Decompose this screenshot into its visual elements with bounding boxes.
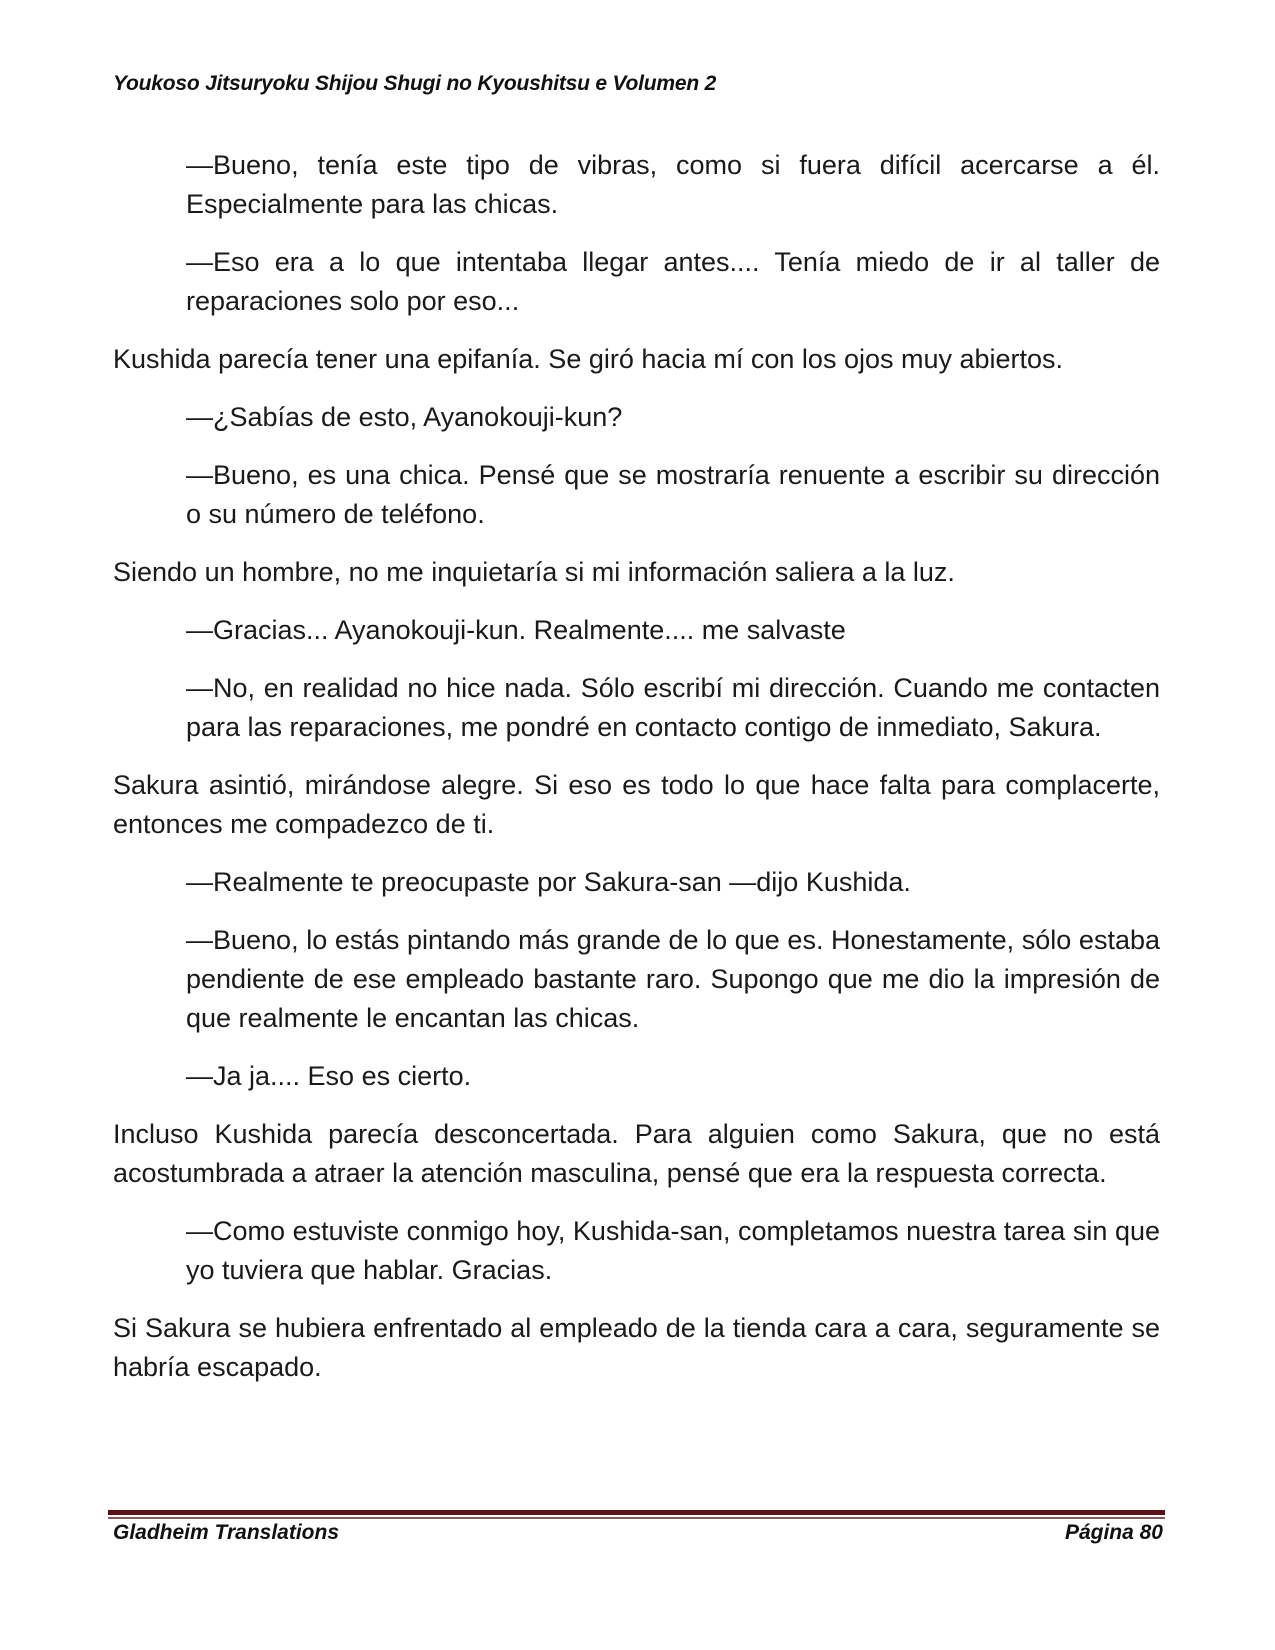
narration-paragraph: Incluso Kushida parecía desconcertada. Para alguien como Sakura, que no está acostumbrada a atraer la atención masculina, pensé que era la respuesta correcta. [113, 1119, 1160, 1188]
narration-paragraph: Si Sakura se hubiera enfrentado al empleado de la tienda cara a cara, seguramente se habría escapado. [113, 1313, 1160, 1382]
footer-divider-thin [108, 1517, 1165, 1519]
narration-paragraph: Sakura asintió, mirándose alegre. Si eso es todo lo que hace falta para complacerte, entonces me compadezco de ti. [113, 770, 1160, 839]
footer-translator-credit: Gladheim Translations [113, 1521, 340, 1544]
dialogue-paragraph: —Bueno, tenía este tipo de vibras, como si fuera difícil acercarse a él. Especialmente para las chicas. [186, 150, 1160, 219]
dialogue-paragraph: —No, en realidad no hice nada. Sólo escribí mi dirección. Cuando me contacten para las reparaciones, me pondré en contacto contigo de inmediato, Sakura. [186, 673, 1160, 742]
dialogue-paragraph: —¿Sabías de esto, Ayanokouji-kun? [186, 402, 623, 432]
page-header-title: Youkoso Jitsuryoku Shijou Shugi no Kyoushitsu e Volumen 2 [113, 72, 717, 95]
dialogue-paragraph: —Bueno, es una chica. Pensé que se mostraría renuente a escribir su dirección o su número de teléfono. [186, 460, 1160, 529]
narration-paragraph: Kushida parecía tener una epifanía. Se giró hacia mí con los ojos muy abiertos. [113, 344, 1064, 374]
dialogue-paragraph: —Como estuviste conmigo hoy, Kushida-san, completamos nuestra tarea sin que yo tuviera que hablar. Gracias. [186, 1216, 1160, 1285]
page-body [113, 146, 1160, 1406]
dialogue-paragraph: —Ja ja.... Eso es cierto. [186, 1061, 472, 1091]
dialogue-paragraph: —Realmente te preocupaste por Sakura-san —dijo Kushida. [186, 867, 911, 897]
dialogue-paragraph: —Gracias... Ayanokouji-kun. Realmente.... me salvaste [186, 615, 846, 645]
narration-paragraph: Siendo un hombre, no me inquietaría si mi información saliera a la luz. [113, 557, 955, 587]
dialogue-paragraph: —Eso era a lo que intentaba llegar antes.... Tenía miedo de ir al taller de reparaciones solo por eso... [186, 247, 1160, 316]
footer-page-number: Página 80 [1064, 1521, 1163, 1544]
dialogue-paragraph: —Bueno, lo estás pintando más grande de lo que es. Honestamente, sólo estaba pendiente de ese empleado bastante raro. Supongo que me dio la impresión de que realmente le encantan las chicas. [186, 925, 1160, 1033]
footer-divider [108, 1510, 1165, 1515]
